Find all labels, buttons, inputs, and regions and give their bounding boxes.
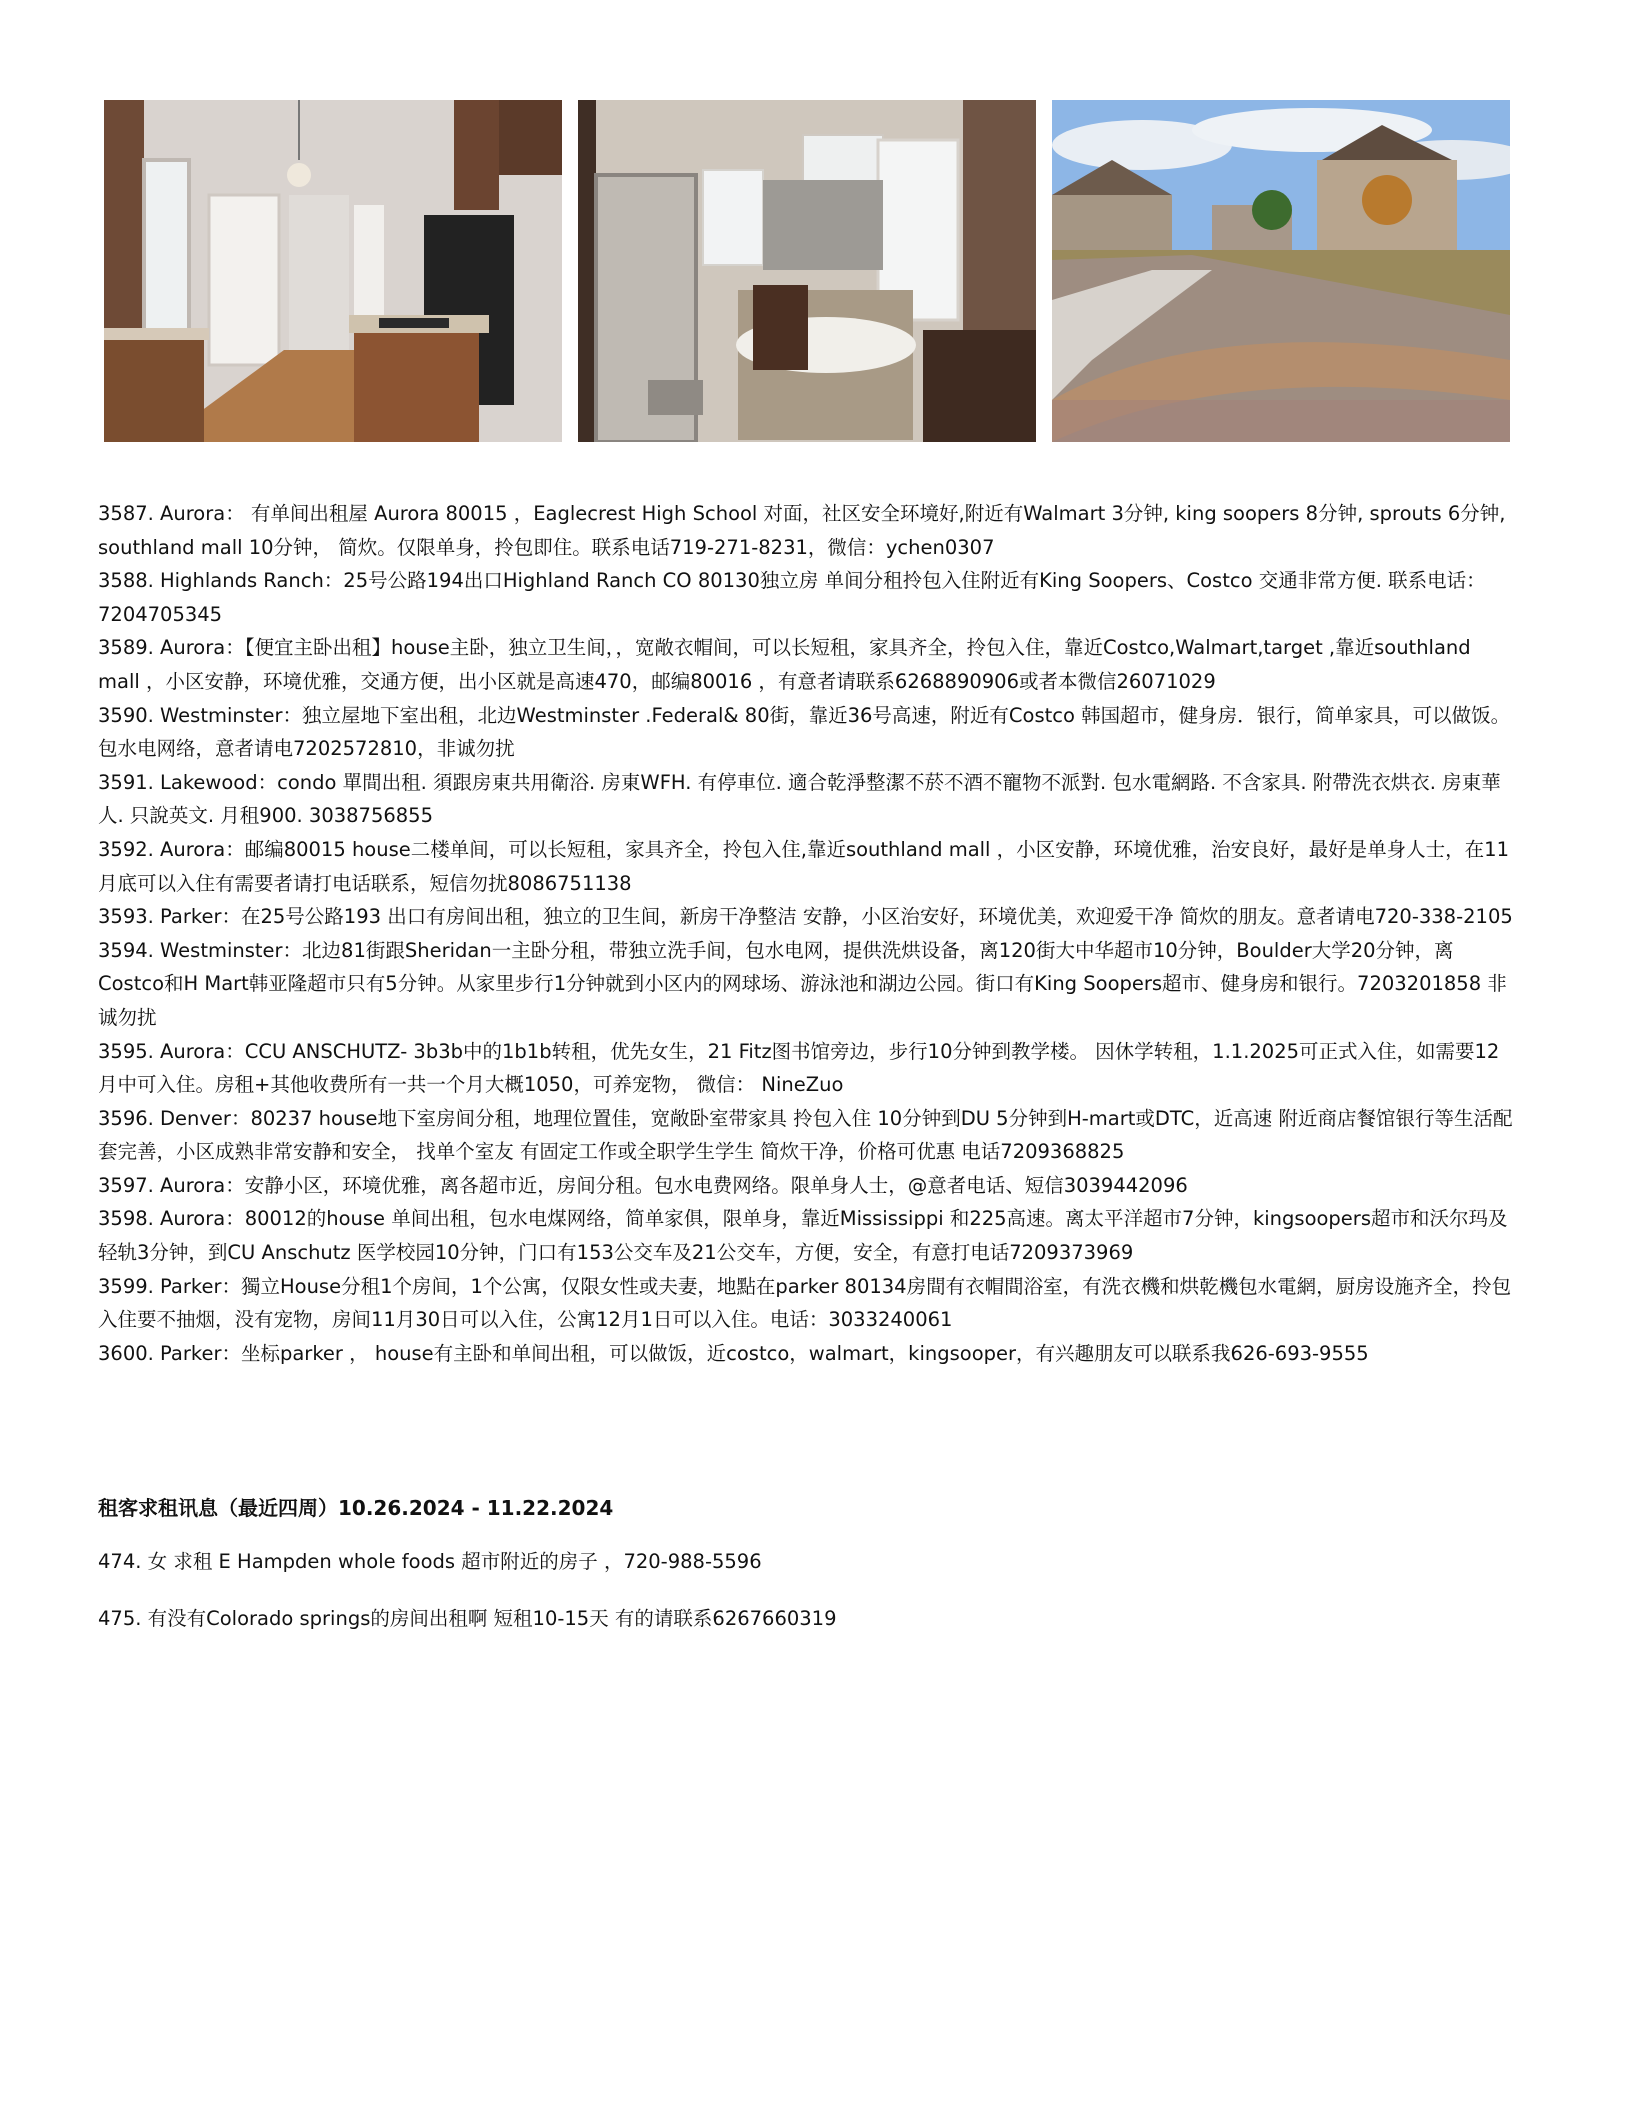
listing-item: 3591. Lakewood：condo 單間出租. 須跟房東共用衛浴. 房東WFH. 有停車位. 適合乾淨整潔不菸不酒不寵物不派對. 包水電網路. 不含家具. 附帶洗衣烘衣. 房東華人. 只說英文. 月租900. 3038756855 — [98, 770, 1501, 828]
photo-row — [104, 100, 1514, 442]
request-item: 475. 有没有Colorado springs的房间出租啊 短租10-15天 有的请联系6267660319 — [98, 1607, 837, 1630]
request-item: 474. 女 求租 E Hampden whole foods 超市附近的房子 ，720-988-5596 — [98, 1550, 762, 1573]
listing-item: 3590. Westminster：独立屋地下室出租，北边Westminster .Federal& 80街，靠近36号高速，附近有Costco 韩国超市，健身房．银行，简单家具，可以做饭。包水电网络，意者请电7202572810，非诚勿扰 — [98, 703, 1511, 761]
backyard-photo — [1052, 100, 1510, 442]
bathroom-photo — [578, 100, 1036, 442]
listing-item: 3594. Westminster：北边81街跟Sheridan一主卧分租，带独立洗手间，包水电网，提供洗烘设备，离120街大中华超市10分钟，Boulder大学20分钟，离Costco和H Mart韩亚隆超市只有5分钟。从家里步行1分钟就到小区内的网球场、游泳池和湖边公园。街口有King Soopers超市、健身房和银行。7203201858 非诚勿扰 — [98, 938, 1507, 1029]
listing-item: 3588. Highlands Ranch：25号公路194出口Highland Ranch CO 80130独立房 单间分租拎包入住附近有King Soopers、Costco 交通非常方便. 联系电话：7204705345 — [98, 569, 1486, 626]
listing-item: 3597. Aurora：安静小区，环境优雅，离各超市近，房间分租。包水电费网络。限单身人士，@意者电话、短信3039442096 — [98, 1173, 1188, 1197]
listing-item: 3587. Aurora： 有单间出租屋 Aurora 80015 ，Eaglecrest High School 对面，社区安全环境好,附近有Walmart 3分钟, king soopers 8分钟, sprouts 6分钟, southland mall 10分钟， 简炊。仅限单身，拎包即住。联系电话719-271-8231，微信：ychen0307 — [98, 502, 1506, 559]
listing-item: 3599. Parker：獨立House分租1个房间，1个公寓，仅限女性或夫妻，地點在parker 80134房間有衣帽間浴室，有洗衣機和烘乾機包水電網，厨房设施齐全，拎包入住要不抽烟，没有宠物，房间11月30日可以入住，公寓12月1日可以入住。电话：3033240061 — [98, 1274, 1512, 1332]
listing-item: 3592. Aurora：邮编80015 house二楼单间，可以长短租，家具齐全，拎包入住,靠近southland mall ，小区安静，环境优雅，治安良好，最好是单身人士，在11月底可以入住有需要者请打电话联系，短信勿扰8086751138 — [98, 837, 1509, 895]
listing-item: 3595. Aurora：CCU ANSCHUTZ- 3b3b中的1b1b转租，优先女生，21 Fitz图书馆旁边，步行10分钟到教学楼。 因休学转租，1.1.2025可正式入住，如需要12月中可入住。房租+其他收费所有一共一个月大概1050，可养宠物， 微信： NineZuo — [98, 1039, 1500, 1097]
listings-block — [98, 497, 1513, 1370]
listing-item: 3593. Parker：在25号公路193 出口有房间出租，独立的卫生间，新房干净整洁 安静，小区治安好，环境优美，欢迎爱干净 简炊的朋友。意者请电720-338-2105 — [98, 905, 1513, 929]
listing-item: 3589. Aurora：【便宜主卧出租】house主卧，独立卫生间，，宽敞衣帽间，可以长短租，家具齐全，拎包入住，靠近Costco,Walmart,target ,靠近southland mall ，小区安静，环境优雅，交通方便，出小区就是高速470，邮编80016 ，有意者请联系6268890906或者本微信26071029 — [98, 636, 1471, 693]
listing-item: 3600. Parker：坐标parker ， house有主卧和单间出租，可以做饭，近costco，walmart，kingsooper，有兴趣朋友可以联系我626-693-9555 — [98, 1341, 1369, 1365]
requests-block — [98, 1547, 1513, 1661]
kitchen-photo — [104, 100, 562, 442]
listing-item: 3596. Denver：80237 house地下室房间分租，地理位置佳，宽敞卧室带家具 拎包入住 10分钟到DU 5分钟到H-mart或DTC，近高速 附近商店餐馆银行等生活配套完善，小区成熟非常安静和安全， 找单个室友 有固定工作或全职学生学生 简炊干净，价格可优惠 电话7209368825 — [98, 1106, 1513, 1164]
listing-item: 3598. Aurora：80012的house 单间出租，包水电煤网络，简单家俱，限单身，靠近Mississippi 和225高速。离太平洋超市7分钟，kingsoopers超市和沃尔玛及轻轨3分钟，到CU Anschutz 医学校园10分钟，门口有153公交车及21公交车，方便，安全，有意打电话7209373969 — [98, 1207, 1508, 1265]
requests-section-title: 租客求租讯息（最近四周）10.26.2024 - 11.22.2024 — [98, 1496, 614, 1520]
